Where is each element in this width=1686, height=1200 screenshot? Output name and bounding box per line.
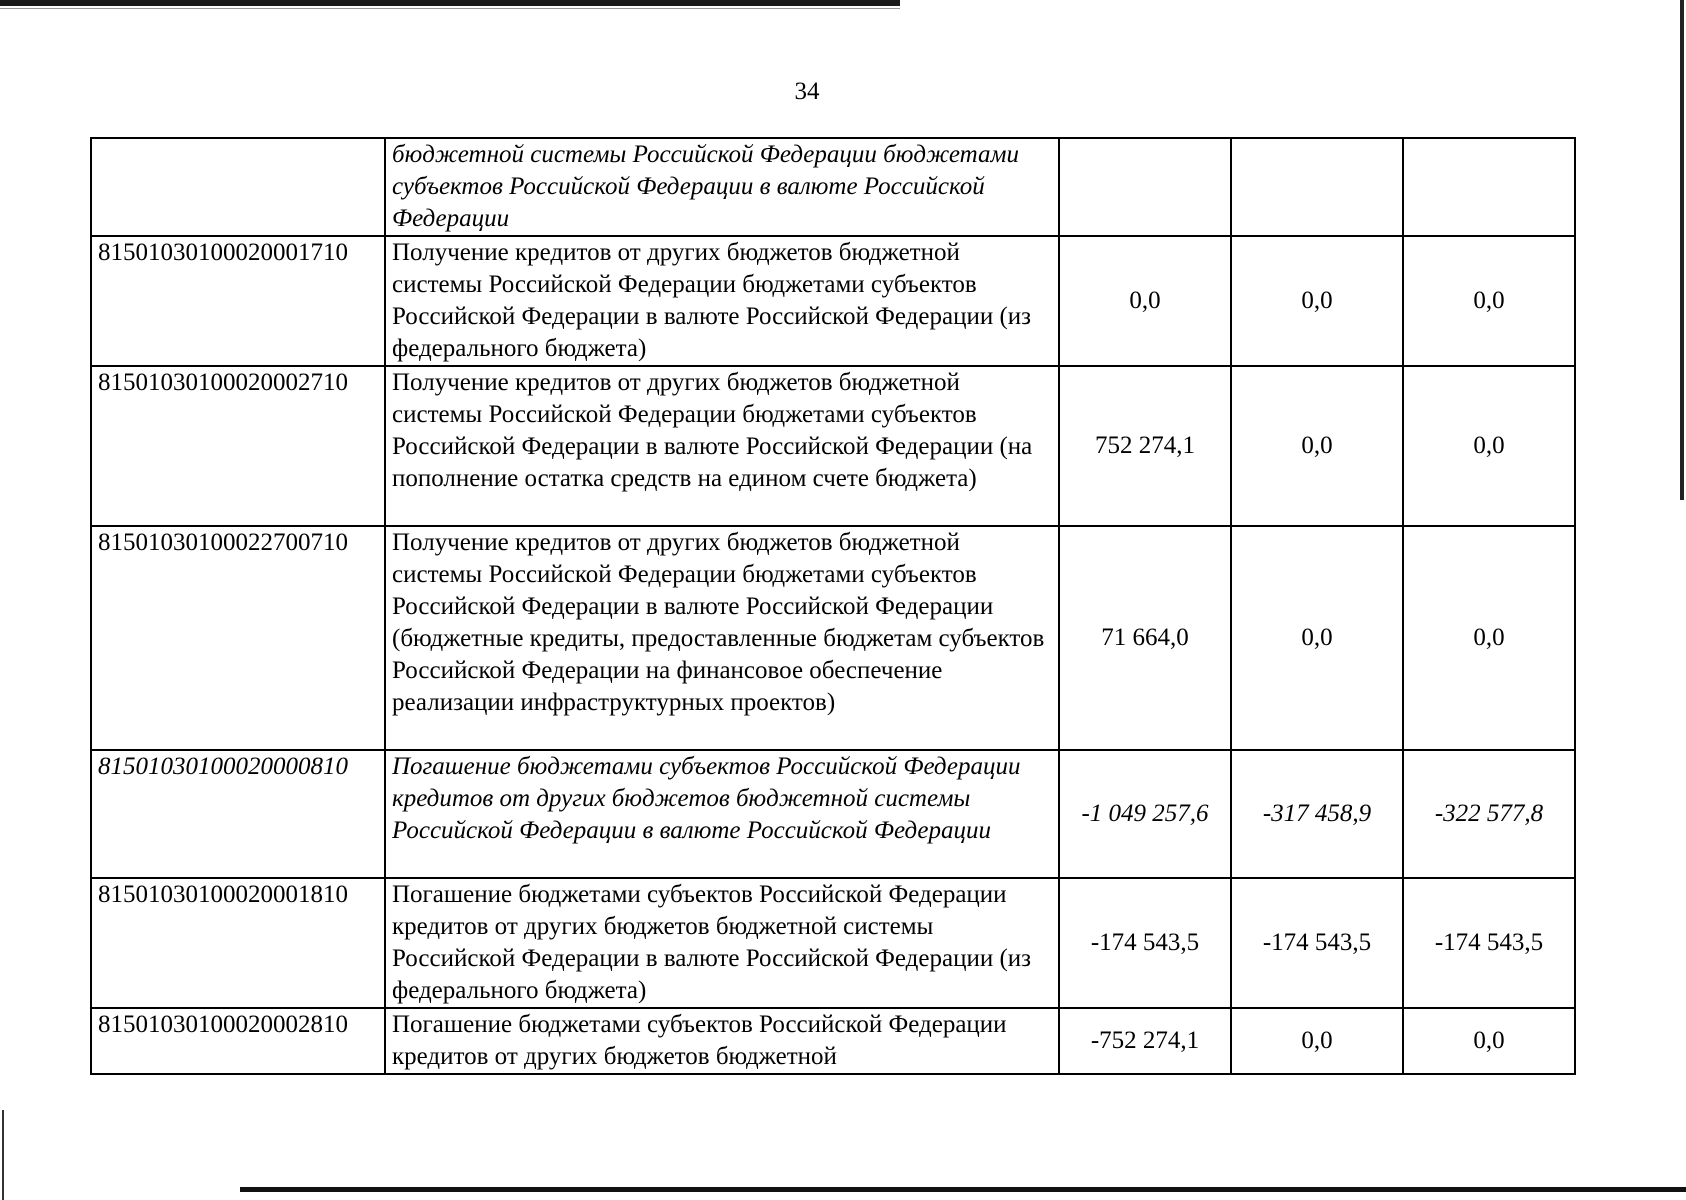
table-row	[91, 750, 1575, 878]
value-cell-2	[1231, 138, 1403, 236]
scan-border-right	[1680, 0, 1684, 500]
budget-code-cell: 81501030100022700710	[91, 526, 385, 750]
page-number: 34	[794, 78, 820, 105]
budget-code-cell: 81501030100020000810	[91, 750, 385, 878]
value-cell-3: 0,0	[1403, 526, 1575, 750]
value-cell-3: 0,0	[1403, 1008, 1575, 1074]
value-cell-1: -752 274,1	[1059, 1008, 1231, 1074]
value-cell-3: 0,0	[1403, 236, 1575, 366]
value-cell-1: 0,0	[1059, 236, 1231, 366]
description-cell: Погашение бюджетами субъектов Российской Федерации кредитов от других бюджетов бюджетной	[385, 1008, 1059, 1074]
value-cell-2: 0,0	[1231, 526, 1403, 750]
budget-code-cell: 81501030100020001710	[91, 236, 385, 366]
value-cell-2: 0,0	[1231, 366, 1403, 526]
budget-table	[90, 137, 1576, 1075]
value-cell-2: 0,0	[1231, 236, 1403, 366]
value-cell-3	[1403, 138, 1575, 236]
budget-code-cell: 81501030100020001810	[91, 878, 385, 1008]
scan-border-top	[0, 0, 900, 6]
budget-code-cell: 81501030100020002710	[91, 366, 385, 526]
table-row	[91, 366, 1575, 526]
table-row	[91, 878, 1575, 1008]
value-cell-3: -322 577,8	[1403, 750, 1575, 878]
table-row	[91, 236, 1575, 366]
table-row	[91, 1008, 1575, 1074]
value-cell-2: -174 543,5	[1231, 878, 1403, 1008]
table-row	[91, 138, 1575, 236]
description-cell: бюджетной системы Российской Федерации бюджетами субъектов Российской Федерации в валюте Российской Федерации	[385, 138, 1059, 236]
value-cell-3: 0,0	[1403, 366, 1575, 526]
value-cell-1: -1 049 257,6	[1059, 750, 1231, 878]
description-cell: Получение кредитов от других бюджетов бюджетной системы Российской Федерации бюджетами субъектов Российской Федерации в валюте Российской Федерации (на пополнение остатка средств на едином счете бюджета)	[385, 366, 1059, 526]
description-cell: Погашение бюджетами субъектов Российской Федерации кредитов от других бюджетов бюджетной системы Российской Федерации в валюте Российской Федерации (из федерального бюджета)	[385, 878, 1059, 1008]
value-cell-2: -317 458,9	[1231, 750, 1403, 878]
scan-border-left	[2, 1110, 4, 1200]
value-cell-3: -174 543,5	[1403, 878, 1575, 1008]
table-row	[91, 526, 1575, 750]
budget-code-cell	[91, 138, 385, 236]
description-cell: Получение кредитов от других бюджетов бюджетной системы Российской Федерации бюджетами субъектов Российской Федерации в валюте Российской Федерации (бюджетные кредиты, предоставленные бюджетам субъектов Российской Федерации на финансовое обеспечение реализации инфраструктурных проектов)	[385, 526, 1059, 750]
value-cell-1: 752 274,1	[1059, 366, 1231, 526]
description-cell: Получение кредитов от других бюджетов бюджетной системы Российской Федерации бюджетами субъектов Российской Федерации в валюте Российской Федерации (из федерального бюджета)	[385, 236, 1059, 366]
value-cell-2: 0,0	[1231, 1008, 1403, 1074]
value-cell-1	[1059, 138, 1231, 236]
scan-border-top-thin	[0, 8, 900, 9]
value-cell-1: 71 664,0	[1059, 526, 1231, 750]
scan-border-bottom	[240, 1187, 1686, 1192]
budget-code-cell: 81501030100020002810	[91, 1008, 385, 1074]
description-cell: Погашение бюджетами субъектов Российской Федерации кредитов от других бюджетов бюджетной системы Российской Федерации в валюте Российской Федерации	[385, 750, 1059, 878]
value-cell-1: -174 543,5	[1059, 878, 1231, 1008]
